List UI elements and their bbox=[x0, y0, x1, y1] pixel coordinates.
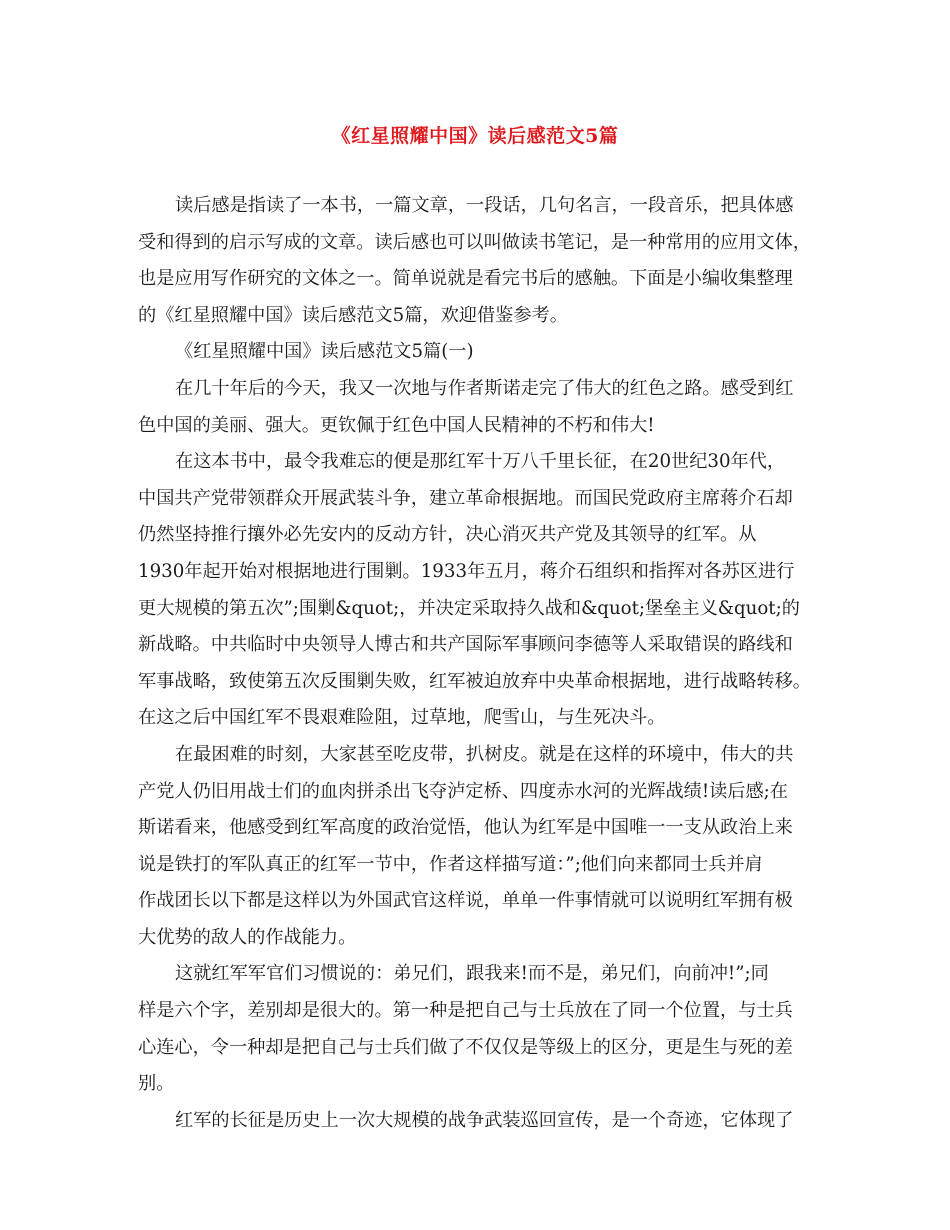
text-line: 别。 bbox=[138, 1073, 175, 1095]
text-line: 受和得到的启示写成的文章。读后感也可以叫做读书笔记，是一种常用的应用文体， bbox=[138, 231, 811, 253]
document-body bbox=[138, 194, 828, 1145]
text-line: 也是应用写作研究的文体之一。简单说就是看完书后的感触。下面是小编收集整理 bbox=[138, 268, 793, 290]
text-line: 心连心，令一种却是把自己与士兵们做了不仅仅是等级上的区分，更是生与死的差 bbox=[138, 1036, 793, 1058]
document-title: 《红星照耀中国》读后感范文5篇 bbox=[331, 125, 619, 147]
text-line: 作战团长以下都是这样以为外国武官这样说，单单一件事情就可以说明红军拥有极 bbox=[138, 890, 793, 912]
text-line: 1930年起开始对根据地进行围剿。1933年五月，蒋介石组织和指挥对各苏区进行 bbox=[138, 560, 795, 582]
text-line: 红军的长征是历史上一次大规模的战争武装巡回宣传，是一个奇迹，它体现了 bbox=[175, 1109, 794, 1131]
text-line: 色中国的美丽、强大。更钦佩于红色中国人民精神的不朽和伟大! bbox=[138, 414, 655, 436]
text-line: 在最困难的时刻，大家甚至吃皮带，扒树皮。就是在这样的环境中，伟大的共 bbox=[175, 743, 794, 765]
text-line: 新战略。中共临时中央领导人博古和共产国际军事顾问李德等人采取错误的路线和 bbox=[138, 634, 793, 656]
text-line: 大优势的敌人的作战能力。 bbox=[138, 926, 357, 948]
text-line: 这就红军军官们习惯说的：弟兄们，跟我来!而不是，弟兄们，向前冲!”;同 bbox=[175, 963, 769, 985]
section-heading: 《红星照耀中国》读后感范文5篇(一) bbox=[175, 341, 474, 363]
text-line: 样是六个字，差别却是很大的。第一种是把自己与士兵放在了同一个位置，与士兵 bbox=[138, 1000, 793, 1022]
text-line: 仍然坚持推行攘外必先安内的反动方针，决心消灭共产党及其领导的红军。从 bbox=[138, 524, 757, 546]
text-line: 产党人仍旧用战士们的血肉拼杀出飞夺泸定桥、四度赤水河的光辉战绩!读后感;在 bbox=[138, 780, 788, 802]
text-line: 在这本书中，最令我难忘的便是那红军十万八千里长征，在20世纪30年代， bbox=[175, 451, 786, 473]
text-line: 更大规模的第五次”;围剿&quot;，并决定采取持久战和&quot;堡垒主义&quot;的 bbox=[138, 597, 800, 619]
text-line: 读后感是指读了一本书，一篇文章，一段话，几句名言，一段音乐，把具体感 bbox=[175, 195, 794, 216]
text-line: 中国共产党带领群众开展武装斗争，建立革命根据地。而国民党政府主席蒋介石却 bbox=[138, 487, 793, 509]
text-line: 在几十年后的今天，我又一次地与作者斯诺走完了伟大的红色之路。感受到红 bbox=[175, 377, 794, 399]
text-line: 在这之后中国红军不畏艰难险阻，过草地，爬雪山，与生死决斗。 bbox=[138, 707, 666, 729]
text-line: 斯诺看来，他感受到红军高度的政治觉悟，他认为红军是中国唯一一支从政治上来 bbox=[138, 817, 793, 839]
text-line: 军事战略，致使第五次反围剿失败，红军被迫放弃中央革命根据地，进行战略转移。 bbox=[138, 670, 811, 692]
text-line: 的《红星照耀中国》读后感范文5篇，欢迎借鉴参考。 bbox=[138, 304, 568, 326]
text-line: 说是铁打的军队真正的红军一节中，作者这样描写道：”;他们向来都同士兵并肩 bbox=[138, 853, 763, 875]
